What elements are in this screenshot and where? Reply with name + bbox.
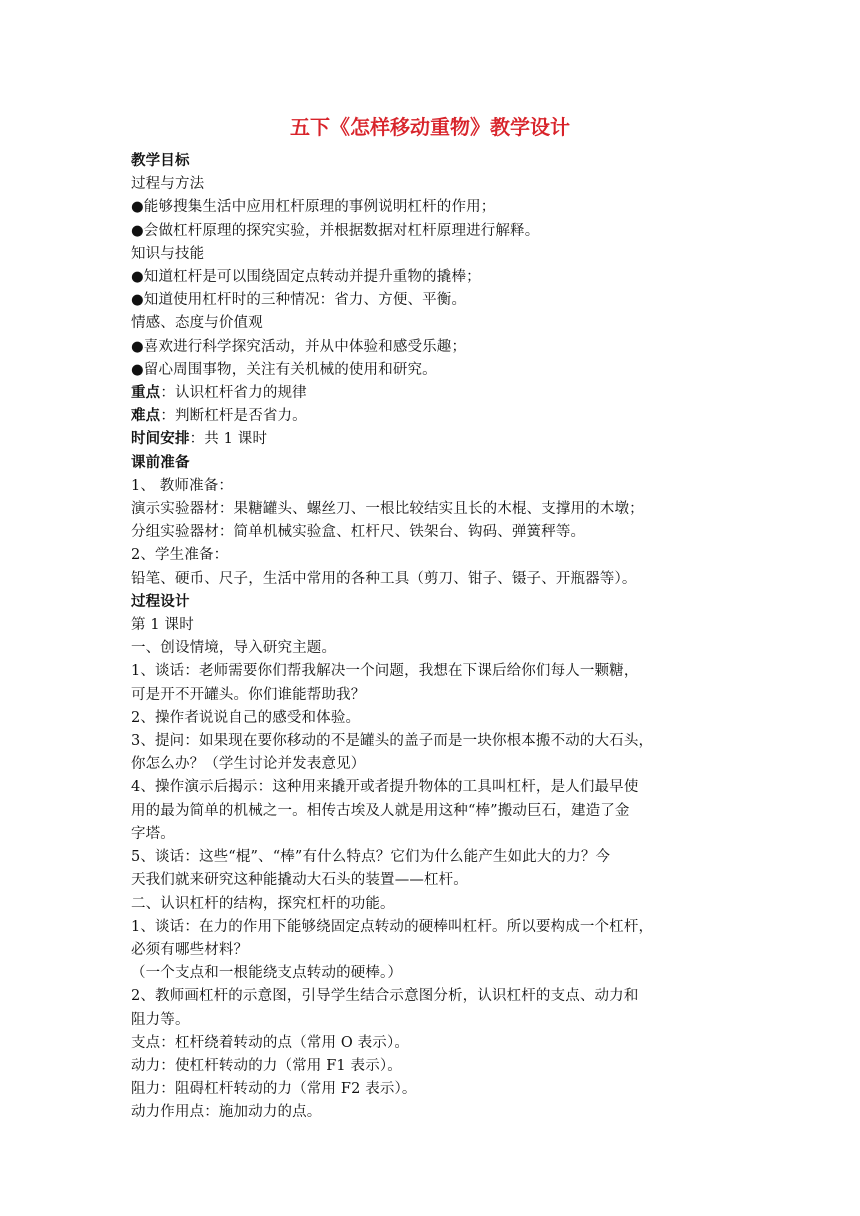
prep-student-materials: 铅笔、硬币、尺子，生活中常用的各种工具（剪刀、钳子、镊子、开瓶器等）。 — [131, 570, 637, 587]
paragraph-line: 4、操作演示后揭示：这种用来撬开或者提升物体的工具叫杠杆，是人们最早使 — [131, 779, 639, 796]
subheading-emotion-values: 情感、态度与价值观 — [131, 315, 263, 332]
prep-teacher-title: 1、 教师准备： — [131, 477, 234, 494]
prep-group-materials: 分组实验器材：简单机械实验盒、杠杆尺、铁架台、钩码、弹簧秤等。 — [131, 524, 586, 541]
schedule-label: 时间安排 — [131, 431, 190, 448]
difficulty-label: 难点 — [131, 408, 161, 425]
heading-teaching-goals: 教学目标 — [131, 153, 190, 169]
paragraph-line: 字塔。 — [131, 825, 175, 842]
difficulty — [131, 405, 735, 428]
paragraph-line: 2、操作者说说自己的感受和体验。 — [131, 709, 361, 726]
paragraph-line: 阻力等。 — [131, 1011, 190, 1028]
prep-demo-materials: 演示实验器材：果糖罐头、螺丝刀、一根比较结实且长的木棍、支撑用的木墩； — [131, 501, 644, 518]
paragraph-line: （一个支点和一根能绕支点转动的硬棒。） — [131, 965, 403, 982]
subheading-knowledge-skills: 知识与技能 — [131, 245, 205, 262]
prep-student-title: 2、学生准备： — [131, 547, 229, 564]
section-heading: 一、创设情境，导入研究主题。 — [131, 640, 337, 657]
subheading-process-methods: 过程与方法 — [131, 176, 205, 193]
paragraph-line: 必须有哪些材料？ — [131, 941, 249, 958]
heading-preparation: 课前准备 — [131, 454, 190, 471]
goal-item: ●会做杠杆原理的探究实验，并根据数据对杠杆原理进行解释。 — [131, 222, 540, 239]
difficulty-text: ：判断杠杆是否省力。 — [160, 408, 307, 425]
lesson-label: 第 1 课时 — [131, 617, 194, 634]
paragraph-line: 用的最为简单的机械之一。相传古埃及人就是用这种“棒”搬动巨石，建造了金 — [131, 802, 630, 819]
goal-item: ●喜欢进行科学探究活动，并从中体验和感受乐趣； — [131, 338, 467, 355]
section-heading: 二、认识杠杆的结构，探究杠杆的功能。 — [131, 895, 395, 912]
key-point-text: ：认识杠杆省力的规律 — [160, 385, 307, 402]
document-body — [131, 150, 735, 1125]
paragraph-line: 可是开不开罐头。你们谁能帮助我？ — [131, 686, 366, 703]
definition-fulcrum: 支点：杠杆绕着转动的点（常用 O 表示）。 — [131, 1034, 410, 1051]
schedule-text: ：共 1 课时 — [189, 431, 268, 448]
paragraph-line: 1、谈话：在力的作用下能够绕固定点转动的硬棒叫杠杆。所以要构成一个杠杆， — [131, 918, 654, 935]
key-point-label: 重点 — [131, 385, 161, 402]
goal-item: ●留心周围事物，关注有关机械的使用和研究。 — [131, 361, 437, 378]
schedule — [131, 428, 735, 451]
definition-effort: 动力：使杠杆转动的力（常用 F1 表示）。 — [131, 1057, 402, 1074]
goal-item: ●能够搜集生活中应用杠杆原理的事例说明杠杆的作用； — [131, 199, 496, 216]
paragraph-line: 1、谈话：老师需要你们帮我解决一个问题，我想在下课后给你们每人一颗糖， — [131, 663, 639, 680]
goal-item: ●知道杠杆是可以围绕固定点转动并提升重物的撬棒； — [131, 269, 481, 286]
paragraph-line: 2、教师画杠杆的示意图，引导学生结合示意图分析，认识杠杆的支点、动力和 — [131, 988, 639, 1005]
paragraph-line: 3、提问：如果现在要你移动的不是罐头的盖子而是一块你根本搬不动的大石头， — [131, 733, 654, 750]
paragraph-line: 你怎么办？（学生讨论并发表意见） — [131, 756, 366, 773]
paragraph-line: 5、谈话：这些“棍”、“棒”有什么特点？它们为什么能产生如此大的力？今 — [131, 849, 611, 866]
heading-process-design: 过程设计 — [131, 593, 190, 610]
document-title: 五下《怎样移动重物》教学设计 — [290, 115, 570, 139]
definition-resistance: 阻力：阻碍杠杆转动的力（常用 F2 表示）。 — [131, 1081, 417, 1098]
key-point — [131, 382, 735, 405]
definition-effort-point: 动力作用点：施加动力的点。 — [131, 1104, 322, 1121]
paragraph-line: 天我们就来研究这种能撬动大石头的装置——杠杆。 — [131, 872, 468, 889]
goal-item: ●知道使用杠杆时的三种情况：省力、方便、平衡。 — [131, 292, 467, 309]
